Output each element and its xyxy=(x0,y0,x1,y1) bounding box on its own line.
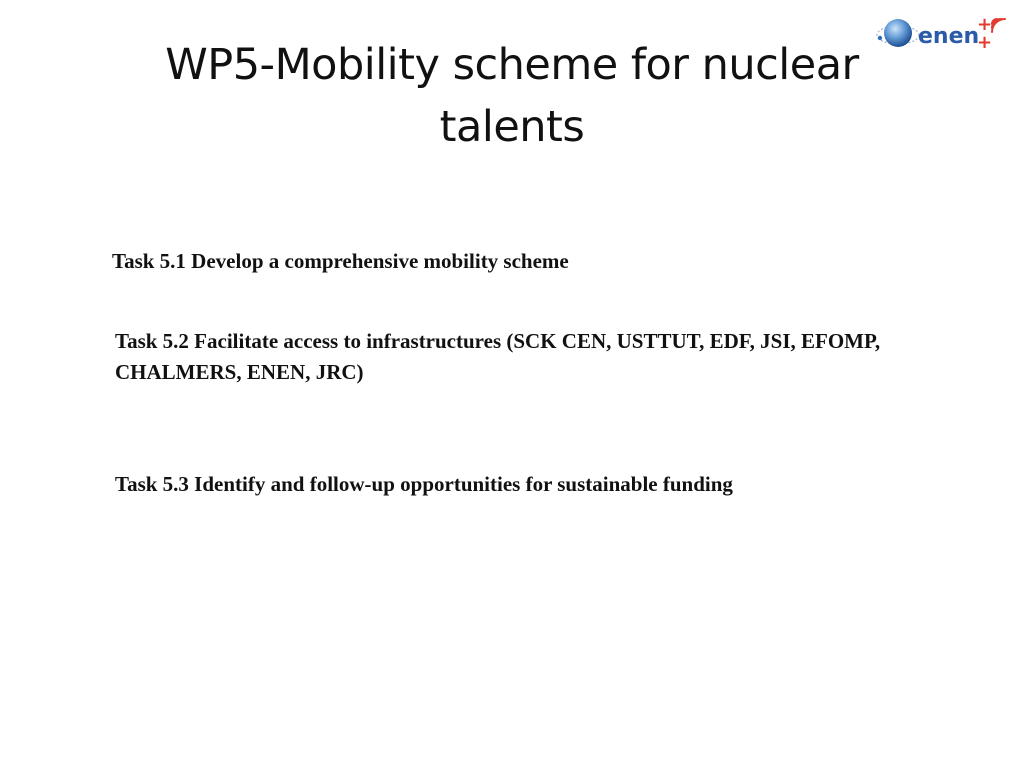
slide-title: WP5-Mobility scheme for nuclear talents xyxy=(165,40,859,152)
task-5-1: Task 5.1 Develop a comprehensive mobility scheme xyxy=(112,249,569,273)
signal-icon xyxy=(992,19,1005,32)
logo-wordmark: enen xyxy=(918,24,980,49)
logo-plus-bottom: + xyxy=(977,32,993,53)
logo-plus-top: + xyxy=(977,14,993,35)
task-5-2: Task 5.2 Facilitate access to infrastructures (SCK CEN, USTTUT, EDF, JSI, EFOMP, CHALMERS, ENEN, JRC) xyxy=(115,329,881,384)
task-5-3: Task 5.3 Identify and follow-up opportunities for sustainable funding xyxy=(115,472,733,496)
